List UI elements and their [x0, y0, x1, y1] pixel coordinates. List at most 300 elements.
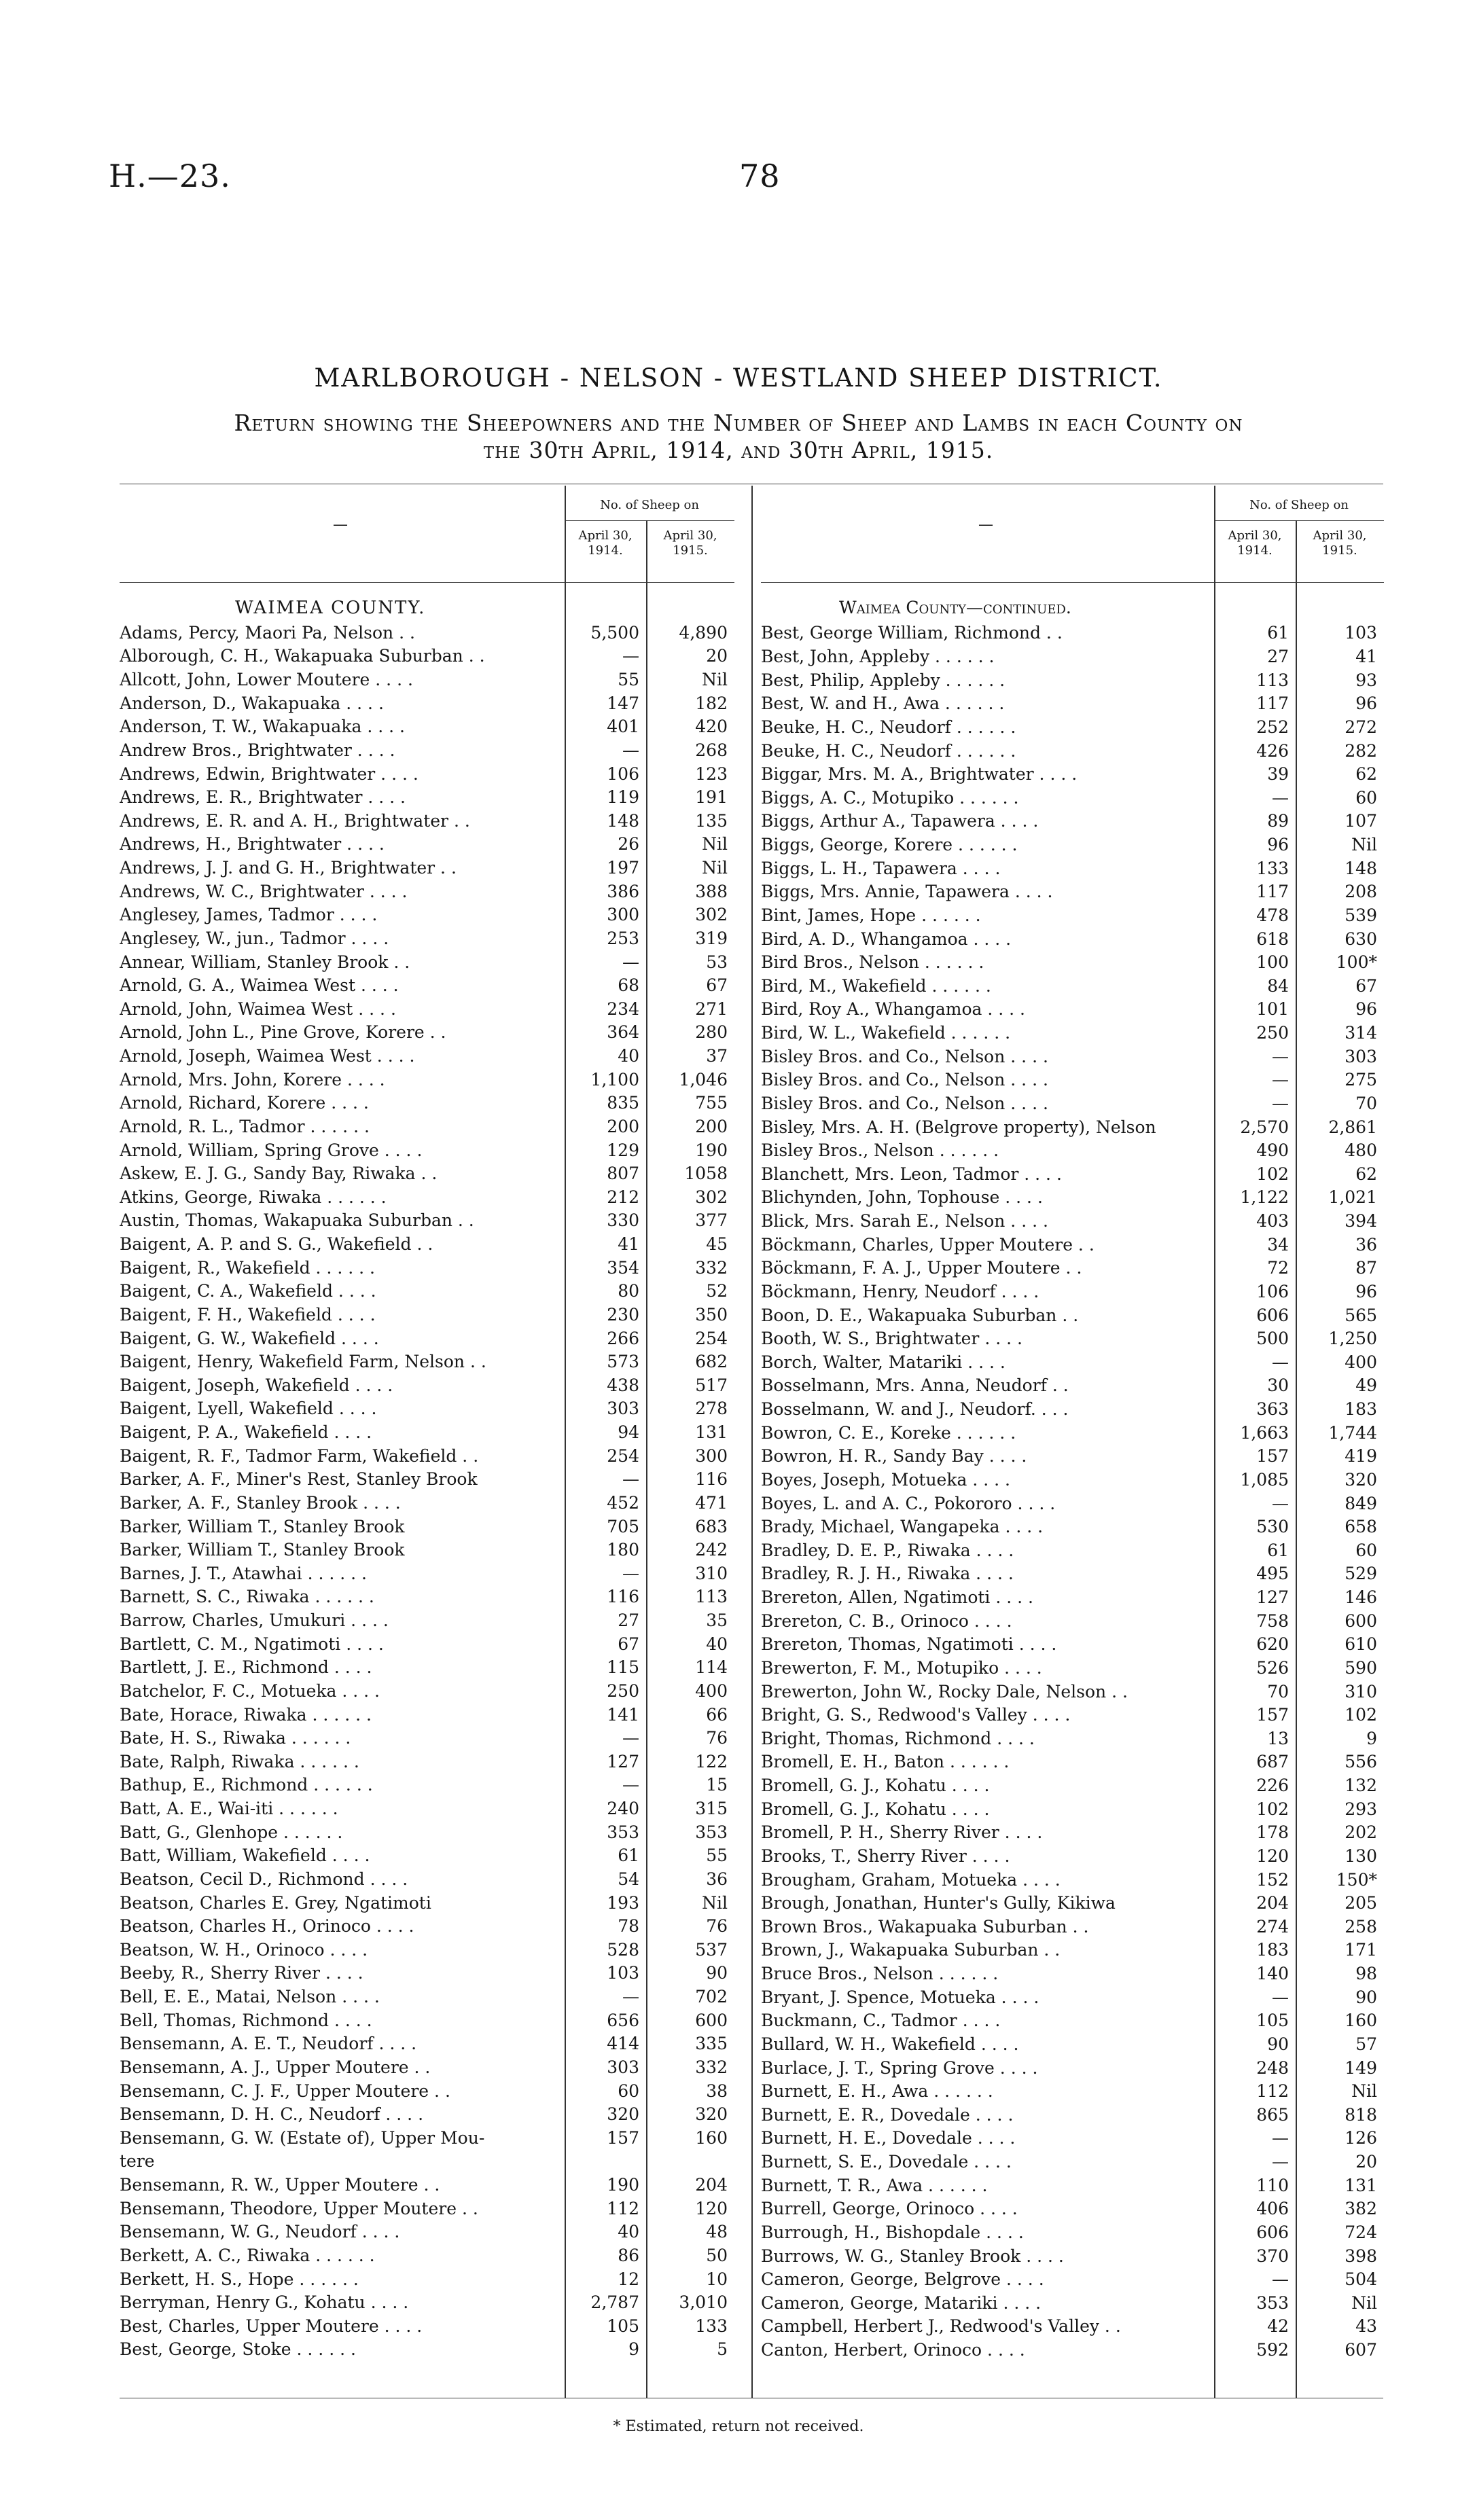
sheep-1914: 2,787	[590, 2292, 639, 2313]
owner-name: Bosselmann, W. and J., Neudorf. . . .	[761, 1399, 1069, 1420]
owner-name: Best, Philip, Appleby . . . . . .	[761, 670, 1006, 690]
sheep-1914: 34	[1267, 1234, 1289, 1255]
sheep-1915: 278	[695, 1399, 728, 1419]
right-header-group: No. of Sheep on	[1249, 498, 1349, 512]
document-title: MARLBOROUGH - NELSON - WESTLAND SHEEP DISTRICT.	[314, 363, 1163, 393]
owner-name: Berkett, H. S., Hope . . . . . .	[120, 2269, 359, 2289]
owner-name: Andrews, H., Brightwater . . . .	[120, 834, 385, 854]
owner-name: Brough, Jonathan, Hunter's Gully, Kikiwa	[761, 1893, 1116, 1913]
table-row	[120, 2102, 734, 2126]
table-row	[761, 2103, 1384, 2127]
sheep-1915: 160	[695, 2127, 728, 2148]
sheep-1915: 160	[1345, 2011, 1377, 2031]
sheep-1914: —	[622, 1469, 639, 1490]
table-row	[761, 2150, 1384, 2174]
owner-name: Biggs, A. C., Motupiko . . . . . .	[761, 787, 1019, 808]
owner-name: Baigent, F. H., Wakefield . . . .	[120, 1304, 376, 1325]
sheep-1914: 364	[607, 1022, 639, 1043]
sheep-1914: —	[622, 1775, 639, 1795]
sheep-1914: 110	[1256, 2175, 1289, 2195]
sheep-1914: 105	[607, 2316, 639, 2336]
table-row	[761, 2338, 1384, 2362]
sheep-1915: 148	[1345, 858, 1377, 878]
sheep-1914: 197	[607, 858, 639, 878]
table-row	[761, 810, 1384, 833]
sheep-1914: 204	[1256, 1893, 1289, 1913]
table-row	[761, 2174, 1384, 2197]
sheep-1914: 807	[607, 1164, 639, 1184]
sheep-1915: 202	[1345, 1822, 1377, 1843]
sheep-1915: 98	[1355, 1964, 1377, 1984]
owner-name: Alborough, C. H., Wakapuaka Suburban . .	[120, 646, 485, 666]
sheep-1914: —	[622, 952, 639, 972]
owner-name: Bate, H. S., Riwaka . . . . . .	[120, 1728, 351, 1748]
table-row	[761, 903, 1384, 927]
table-row	[120, 1092, 734, 1115]
sheep-1914: 116	[607, 1587, 639, 1607]
owner-name: Bisley, Mrs. A. H. (Belgrove property), Nelson	[761, 1117, 1156, 1137]
table-row	[761, 1727, 1384, 1750]
sheep-1914: 606	[1256, 2222, 1289, 2242]
owner-name: Allcott, John, Lower Moutere . . . .	[120, 670, 413, 690]
sheep-1914: 80	[618, 1281, 639, 1301]
owner-name: Bate, Ralph, Riwaka . . . . . .	[120, 1751, 359, 1771]
sheep-1914: 89	[1267, 811, 1289, 831]
table-row	[761, 998, 1384, 1022]
table-row	[761, 2056, 1384, 2080]
sheep-1915: 131	[1345, 2175, 1377, 2195]
sheep-1915: 93	[1355, 670, 1377, 690]
table-row	[120, 1209, 734, 1233]
owner-name: Baigent, R., Wakefield . . . . . .	[120, 1257, 375, 1278]
sheep-1915: 60	[1355, 787, 1377, 808]
sheep-1914: 183	[1256, 1940, 1289, 1960]
sheep-1915: 36	[706, 1869, 728, 1889]
owner-name: Burlace, J. T., Spring Grove . . . .	[761, 2057, 1038, 2078]
owner-name: Beuke, H. C., Neudorf . . . . . .	[761, 740, 1016, 761]
sheep-1915: 50	[706, 2245, 728, 2265]
table-row	[120, 1914, 734, 1938]
owner-name: Bint, James, Hope . . . . . .	[761, 905, 981, 925]
sheep-1915: 113	[695, 1587, 728, 1607]
table-row	[120, 1985, 734, 2009]
sheep-1915: 205	[1345, 1893, 1377, 1913]
table-row	[120, 1585, 734, 1609]
owner-name: Batt, William, Wakefield . . . .	[120, 1846, 370, 1866]
sheep-1915: 4,890	[679, 622, 728, 643]
owner-name: Bradley, D. E. P., Riwaka . . . .	[761, 1540, 1014, 1560]
owner-name: Bensemann, Theodore, Upper Moutere . .	[120, 2198, 478, 2218]
table-row	[120, 2338, 734, 2362]
sheep-1915: 2,861	[1328, 1117, 1377, 1137]
table-row	[120, 645, 734, 668]
sheep-1915: 818	[1345, 2104, 1377, 2125]
sheep-1914: —	[622, 1987, 639, 2007]
sheep-1915: 150*	[1336, 1869, 1377, 1890]
sheep-1915: 332	[695, 1257, 728, 1278]
owner-name: Best, George William, Richmond . .	[761, 623, 1063, 643]
sheep-1915: 171	[1345, 1940, 1377, 1960]
table-row	[761, 1303, 1384, 1327]
sheep-1914: 112	[1256, 2081, 1289, 2102]
sheep-1915: 280	[695, 1022, 728, 1043]
table-row	[120, 1491, 734, 1515]
sheep-1915: 271	[695, 998, 728, 1019]
owner-name: Baigent, Joseph, Wakefield . . . .	[120, 1375, 393, 1395]
sheep-1915: 314	[1345, 1023, 1377, 1043]
sheep-1914: 500	[1256, 1329, 1289, 1349]
owner-name: Barker, William T., Stanley Brook	[120, 1516, 405, 1536]
sheep-1914: —	[622, 740, 639, 760]
sheep-1914: 112	[607, 2198, 639, 2218]
sheep-1914: —	[1272, 1093, 1289, 1113]
sheep-1914: —	[1272, 1987, 1289, 2007]
owner-name: Berkett, A. C., Riwaka . . . . . .	[120, 2245, 375, 2265]
table-row	[761, 692, 1384, 716]
sheep-1914: 70	[1267, 1681, 1289, 1702]
table-row	[761, 739, 1384, 763]
sheep-1914: 148	[607, 810, 639, 831]
table-row	[761, 1821, 1384, 1845]
table-row	[761, 1985, 1384, 2009]
table-row	[761, 715, 1384, 739]
owner-name: Bosselmann, Mrs. Anna, Neudorf . .	[761, 1375, 1069, 1396]
table-row	[120, 833, 734, 857]
sheep-1915: Nil	[702, 670, 728, 690]
owner-name: Barrow, Charles, Umukuri . . . .	[120, 1610, 389, 1631]
owner-name: Arnold, William, Spring Grove . . . .	[120, 1140, 423, 1160]
table-row	[761, 1445, 1384, 1469]
owner-name: Bartlett, J. E., Richmond . . . .	[120, 1657, 372, 1678]
owner-name: Brown Bros., Wakapuaka Suburban . .	[761, 1916, 1089, 1937]
sheep-1915: Nil	[1351, 835, 1377, 855]
table-row	[120, 2197, 734, 2220]
sheep-1914: 835	[607, 1093, 639, 1113]
owner-name: Campbell, Herbert J., Redwood's Valley . .	[761, 2316, 1121, 2337]
sheep-1915: 149	[1345, 2057, 1377, 2078]
sheep-1914: 67	[618, 1634, 639, 1654]
sheep-1915: 1,250	[1328, 1329, 1377, 1349]
owner-name: Barnett, S. C., Riwaka . . . . . .	[120, 1587, 374, 1607]
sheep-1915: 90	[706, 1963, 728, 1983]
sheep-1915: 400	[695, 1680, 728, 1701]
sheep-1915: 103	[1345, 623, 1377, 643]
sheep-1915: 3,010	[679, 2292, 728, 2313]
owner-name: Askew, E. J. G., Sandy Bay, Riwaka . .	[120, 1164, 438, 1184]
owner-name: Bate, Horace, Riwaka . . . . . .	[120, 1704, 372, 1725]
table-row	[761, 2244, 1384, 2268]
sheep-1915: 275	[1345, 1070, 1377, 1090]
owner-name: Beatson, Cecil D., Richmond . . . .	[120, 1869, 408, 1889]
sheep-1914: 353	[607, 1822, 639, 1842]
sheep-1914: 84	[1267, 975, 1289, 996]
table-row	[761, 1915, 1384, 1939]
sheep-1914: 127	[607, 1751, 639, 1771]
right-subheader-rule	[1214, 520, 1384, 521]
sheep-1914: 1,663	[1240, 1422, 1289, 1443]
sheep-1914: 438	[607, 1375, 639, 1395]
sheep-1915: 114	[695, 1657, 728, 1678]
sheep-1915: 87	[1355, 1258, 1377, 1278]
table-row	[120, 2244, 734, 2267]
owner-name: Bradley, R. J. H., Riwaka . . . .	[761, 1564, 1014, 1584]
sheep-1915: 9	[1366, 1728, 1377, 1748]
table-row	[120, 1162, 734, 1185]
sheep-1915: 66	[706, 1704, 728, 1725]
sheep-1915: 183	[1345, 1399, 1377, 1420]
sheep-1915: 1,744	[1328, 1422, 1377, 1443]
sheep-1914: —	[622, 1728, 639, 1748]
sheep-1914: 27	[618, 1610, 639, 1631]
sheep-1915: 600	[695, 2010, 728, 2030]
table-row	[761, 1750, 1384, 1774]
sheep-1915: 504	[1345, 2269, 1377, 2290]
owner-name: Austin, Thomas, Wakapuaka Suburban . .	[120, 1210, 474, 1231]
sheep-1915: 683	[695, 1516, 728, 1536]
sheep-1914: 705	[607, 1516, 639, 1536]
owner-name: Best, W. and H., Awa . . . . . .	[761, 694, 1005, 714]
sheep-1914: 133	[1256, 858, 1289, 878]
right-header-1915: April 30, 1915.	[1313, 528, 1367, 558]
owner-name: Arnold, Joseph, Waimea West . . . .	[120, 1046, 415, 1066]
sheep-1914: —	[1272, 2269, 1289, 2290]
table-row	[761, 1609, 1384, 1633]
owner-name: Arnold, Mrs. John, Korere . . . .	[120, 1069, 385, 1090]
owner-name: Bartlett, C. M., Ngatimoti . . . .	[120, 1634, 384, 1654]
sheep-1915: 658	[1345, 1517, 1377, 1537]
table-row	[120, 1515, 734, 1538]
sheep-1915: 45	[706, 1234, 728, 1255]
sheep-1914: 190	[607, 2175, 639, 2195]
sheep-1915: 10	[706, 2269, 728, 2289]
sheep-1914: 490	[1256, 1140, 1289, 1161]
owner-name: Anderson, D., Wakapuaka . . . .	[120, 693, 384, 713]
table-row	[120, 785, 734, 809]
sheep-1915: 130	[1345, 1846, 1377, 1866]
table-row	[761, 2032, 1384, 2056]
sheep-1914: 406	[1256, 2199, 1289, 2219]
owner-name: Boyes, L. and A. C., Pokororo . . . .	[761, 1493, 1056, 1513]
sheep-1915: 60	[1355, 1540, 1377, 1560]
table-row	[761, 1045, 1384, 1068]
owner-name: Bensemann, D. H. C., Neudorf . . . .	[120, 2104, 424, 2125]
sheep-1915: 332	[695, 2057, 728, 2077]
table-row	[761, 1656, 1384, 1680]
owner-name: Bisley Bros. and Co., Nelson . . . .	[761, 1070, 1048, 1090]
owner-name: Böckmann, F. A. J., Upper Moutere . .	[761, 1258, 1082, 1278]
table-row	[761, 2197, 1384, 2221]
sheep-1914: 330	[607, 1210, 639, 1231]
owner-name: Atkins, George, Riwaka . . . . . .	[120, 1187, 387, 1207]
sheep-1914: 94	[618, 1422, 639, 1443]
sheep-1915: 242	[695, 1540, 728, 1560]
owner-name: Batt, A. E., Wai-iti . . . . . .	[120, 1799, 338, 1819]
table-row	[120, 2220, 734, 2244]
owner-name: Anglesey, W., jun., Tadmor . . . .	[120, 928, 389, 948]
sheep-1914: 266	[607, 1328, 639, 1348]
table-row	[120, 1703, 734, 1727]
table-row	[120, 1797, 734, 1820]
owner-name: Bromell, G. J., Kohatu . . . .	[761, 1799, 990, 1819]
sheep-1914: —	[1272, 1493, 1289, 1513]
sheep-1915: 590	[1345, 1657, 1377, 1678]
owner-name: Bensemann, A. J., Upper Moutere . .	[120, 2057, 431, 2077]
table-row	[120, 973, 734, 997]
sheep-1915: 62	[1355, 764, 1377, 785]
table-row	[120, 1726, 734, 1750]
table-row	[761, 857, 1384, 880]
county-continued-title: Waimea County—continued.	[839, 598, 1071, 617]
owner-name: Biggs, L. H., Tapawera . . . .	[761, 858, 1001, 878]
sheep-1914: 592	[1256, 2340, 1289, 2360]
owner-name: Bird, W. L., Wakefield . . . . . .	[761, 1023, 1011, 1043]
sheep-1914: —	[1272, 2152, 1289, 2172]
sheep-1914: —	[1272, 2128, 1289, 2148]
owner-name: Böckmann, Charles, Upper Moutere . .	[761, 1234, 1095, 1255]
sheep-1914: 606	[1256, 1305, 1289, 1325]
table-row	[761, 2009, 1384, 2033]
table-row	[761, 762, 1384, 786]
sheep-1914: 320	[607, 2104, 639, 2125]
right-table	[761, 598, 1384, 2362]
table-row	[120, 1891, 734, 1915]
owner-name: Bisley Bros. and Co., Nelson . . . .	[761, 1093, 1048, 1113]
sheep-1915: 682	[695, 1352, 728, 1372]
owner-name: Burnett, T. R., Awa . . . . . .	[761, 2175, 988, 2195]
return-subtitle-line1: Return showing the Sheepowners and the Number of Sheep and Lambs in each County on	[234, 410, 1243, 436]
sheep-1914: 618	[1256, 929, 1289, 949]
sheep-1914: 200	[607, 1116, 639, 1136]
sheep-1914: 478	[1256, 905, 1289, 925]
sheep-1915: 204	[695, 2175, 728, 2195]
sheep-1914: 54	[618, 1869, 639, 1889]
owner-name: Bensemann, W. G., Neudorf . . . .	[120, 2222, 400, 2242]
sheep-1915: 116	[695, 1469, 728, 1490]
sheep-1914: —	[1272, 787, 1289, 808]
table-row	[761, 2220, 1384, 2244]
table-row	[120, 880, 734, 903]
sheep-1915: 76	[706, 1728, 728, 1748]
owner-name: Andrew Bros., Brightwater . . . .	[120, 740, 395, 760]
table-row	[761, 1327, 1384, 1350]
sheep-1914: 68	[618, 975, 639, 996]
sheep-1915: Nil	[702, 858, 728, 878]
owner-name: Cameron, George, Matariki . . . .	[761, 2292, 1042, 2313]
sheep-1915: 43	[1355, 2316, 1377, 2337]
county-title: WAIMEA COUNTY.	[235, 598, 426, 618]
table-row	[120, 1468, 734, 1492]
sheep-1915: 96	[1355, 1281, 1377, 1301]
table-row	[761, 1421, 1384, 1445]
sheep-1915: 254	[695, 1328, 728, 1348]
sheep-1914: 303	[607, 1399, 639, 1419]
sheep-1914: 40	[618, 2222, 639, 2242]
table-row	[120, 1774, 734, 1797]
sheep-1915: 350	[695, 1304, 728, 1325]
table-row	[120, 1021, 734, 1045]
sheep-1914: 78	[618, 1916, 639, 1937]
owner-name: Bright, G. S., Redwood's Valley . . . .	[761, 1705, 1071, 1725]
sheep-1915: 133	[695, 2316, 728, 2336]
owner-name: Brewerton, F. M., Motupiko . . . .	[761, 1657, 1042, 1678]
sheep-1914: 157	[607, 2127, 639, 2148]
sheep-1914: 120	[1256, 1846, 1289, 1866]
owner-name: Baigent, G. W., Wakefield . . . .	[120, 1328, 379, 1348]
sheep-1914: 86	[618, 2245, 639, 2265]
sheep-1914: 26	[618, 834, 639, 854]
sheep-1915: 123	[695, 763, 728, 784]
sheep-1915: 49	[1355, 1375, 1377, 1396]
owner-name: Bird, Roy A., Whangamoa . . . .	[761, 999, 1026, 1020]
sheep-1915: 556	[1345, 1752, 1377, 1772]
owner-name: Boon, D. E., Wakapuaka Suburban . .	[761, 1305, 1079, 1325]
table-row	[120, 926, 734, 950]
sheep-1914: 2,570	[1240, 1117, 1289, 1137]
owner-name: Bisley Bros., Nelson . . . . . .	[761, 1140, 999, 1161]
table-row	[120, 1632, 734, 1656]
owner-name: Bird, A. D., Whangamoa . . . .	[761, 929, 1012, 949]
table-row	[120, 1044, 734, 1068]
owner-name: Best, George, Stoke . . . . . .	[120, 2339, 356, 2360]
owner-name: Canton, Herbert, Orinoco . . . .	[761, 2340, 1025, 2360]
table-row	[761, 1021, 1384, 1045]
sheep-1915: 131	[695, 1422, 728, 1443]
sheep-1914: 106	[1256, 1281, 1289, 1301]
sheep-1914: 96	[1267, 835, 1289, 855]
sheep-1915: 319	[695, 928, 728, 948]
sheep-1915: 320	[695, 2104, 728, 2125]
sheep-1915: 539	[1345, 905, 1377, 925]
sheep-1915: 15	[706, 1775, 728, 1795]
sheep-1914: 127	[1256, 1587, 1289, 1608]
owner-name: Adams, Percy, Maori Pa, Nelson . .	[120, 622, 415, 643]
table-row	[761, 950, 1384, 974]
table-row	[120, 2079, 734, 2103]
sheep-1915: 35	[706, 1610, 728, 1631]
sheep-1914: 117	[1256, 694, 1289, 714]
sheep-1914: 117	[1256, 882, 1289, 902]
sheep-1914: 226	[1256, 1776, 1289, 1796]
owner-name: Baigent, C. A., Wakefield . . . .	[120, 1281, 376, 1301]
sheep-1915: 36	[1355, 1234, 1377, 1255]
sheep-1914: 40	[618, 1046, 639, 1066]
table-row	[120, 2290, 734, 2314]
sheep-1915: 293	[1345, 1799, 1377, 1819]
owner-name: Burrows, W. G., Stanley Brook . . . .	[761, 2246, 1064, 2266]
owner-name: Bromell, P. H., Sherry River . . . .	[761, 1822, 1043, 1843]
owner-name: Berryman, Henry G., Kohatu . . . .	[120, 2292, 409, 2313]
sheep-1914: 1,100	[590, 1069, 639, 1090]
sheep-1914: 60	[618, 2081, 639, 2101]
owner-name: Anderson, T. W., Wakapuaka . . . .	[120, 717, 405, 737]
owner-name: Arnold, R. L., Tadmor . . . . . .	[120, 1116, 370, 1136]
sheep-1915: 724	[1345, 2222, 1377, 2242]
sheep-1915: Nil	[702, 834, 728, 854]
sheep-1914: 250	[607, 1680, 639, 1701]
owner-name: Burnett, E. H., Awa . . . . . .	[761, 2081, 993, 2102]
sheep-1914: 115	[607, 1657, 639, 1678]
table-row	[120, 621, 734, 645]
table-row	[120, 997, 734, 1021]
sheep-1915: 146	[1345, 1587, 1377, 1608]
sheep-1914: 252	[1256, 717, 1289, 737]
owner-name: Burnett, S. E., Dovedale . . . .	[761, 2152, 1012, 2172]
owner-name: Andrews, W. C., Brightwater . . . .	[120, 881, 408, 901]
sheep-1915: 62	[1355, 1164, 1377, 1184]
sheep-1914: 274	[1256, 1916, 1289, 1937]
owner-name: Bensemann, R. W., Upper Moutere . .	[120, 2175, 440, 2195]
sheep-1914: 30	[1267, 1375, 1289, 1396]
